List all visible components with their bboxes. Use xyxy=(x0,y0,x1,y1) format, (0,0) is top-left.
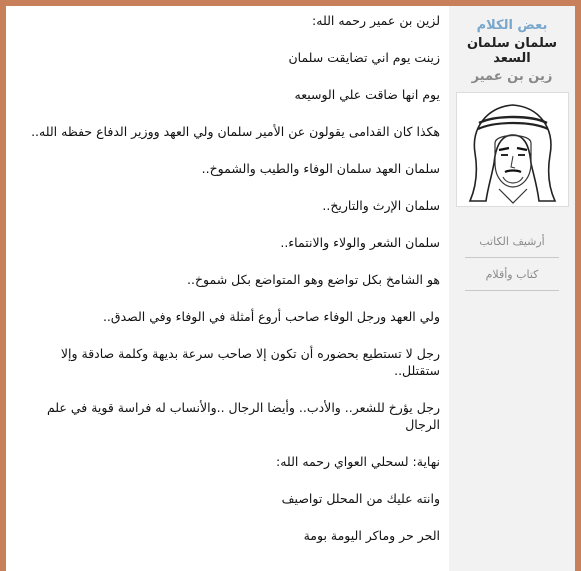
writer-archive-link[interactable]: أرشيف الكاتب xyxy=(465,225,559,258)
page-frame xyxy=(6,6,575,571)
author-sidebar xyxy=(449,6,575,571)
article-paragraph: وانته عليك من المحلل تواصيف xyxy=(281,491,440,506)
article-paragraph: زينت يوم اني تضايقت سلمان xyxy=(288,50,440,65)
article-paragraph: سلمان الإرث والتاريخ.. xyxy=(322,198,440,213)
author-portrait-sketch-icon xyxy=(457,93,568,206)
author-name[interactable]: سلمان سلمان السعد xyxy=(466,36,558,66)
article-paragraph: رجل لا تستطيع بحضوره أن تكون إلا صاحب سرعة بديهة وكلمة صادقة وإلا ستقتلل.. xyxy=(60,346,440,378)
article-paragraph: هو الشامخ بكل تواضع وهو المتواضع بكل شموخ.. xyxy=(187,272,440,287)
article-body xyxy=(14,12,440,564)
article-paragraph: الحر حر وماكر اليومة بومة xyxy=(303,528,440,543)
article-paragraph: نهاية: لسحلي العواي رحمه الله: xyxy=(276,454,440,469)
article-paragraph: ولي العهد ورجل الوفاء صاحب أروع أمثلة في الوفاء وفي الصدق.. xyxy=(102,309,440,324)
column-title: بعض الكلام xyxy=(476,18,548,33)
article-paragraph: سلمان العهد سلمان الوفاء والطيب والشموخ.. xyxy=(201,161,440,176)
article-paragraph: سلمان الشعر والولاء والانتماء.. xyxy=(280,235,440,250)
article-title[interactable]: زين بن عمير xyxy=(471,69,553,84)
article-paragraph: رجل يؤرخ للشعر.. والأدب.. وأيضا الرجال ..والأنساب له فراسة قوية في علم الرجال xyxy=(46,400,440,432)
article-paragraph: لزين بن عمير رحمه الله: xyxy=(312,13,440,28)
writers-and-pens-link[interactable]: كتاب وأقلام xyxy=(465,258,559,291)
article-paragraph: يوم انها ضاقت علي الوسيعه xyxy=(294,87,440,102)
article-paragraph: هكذا كان القدامى يقولون عن الأمير سلمان ولي العهد ووزير الدفاع حفظه الله.. xyxy=(31,124,440,139)
author-photo xyxy=(456,92,569,207)
